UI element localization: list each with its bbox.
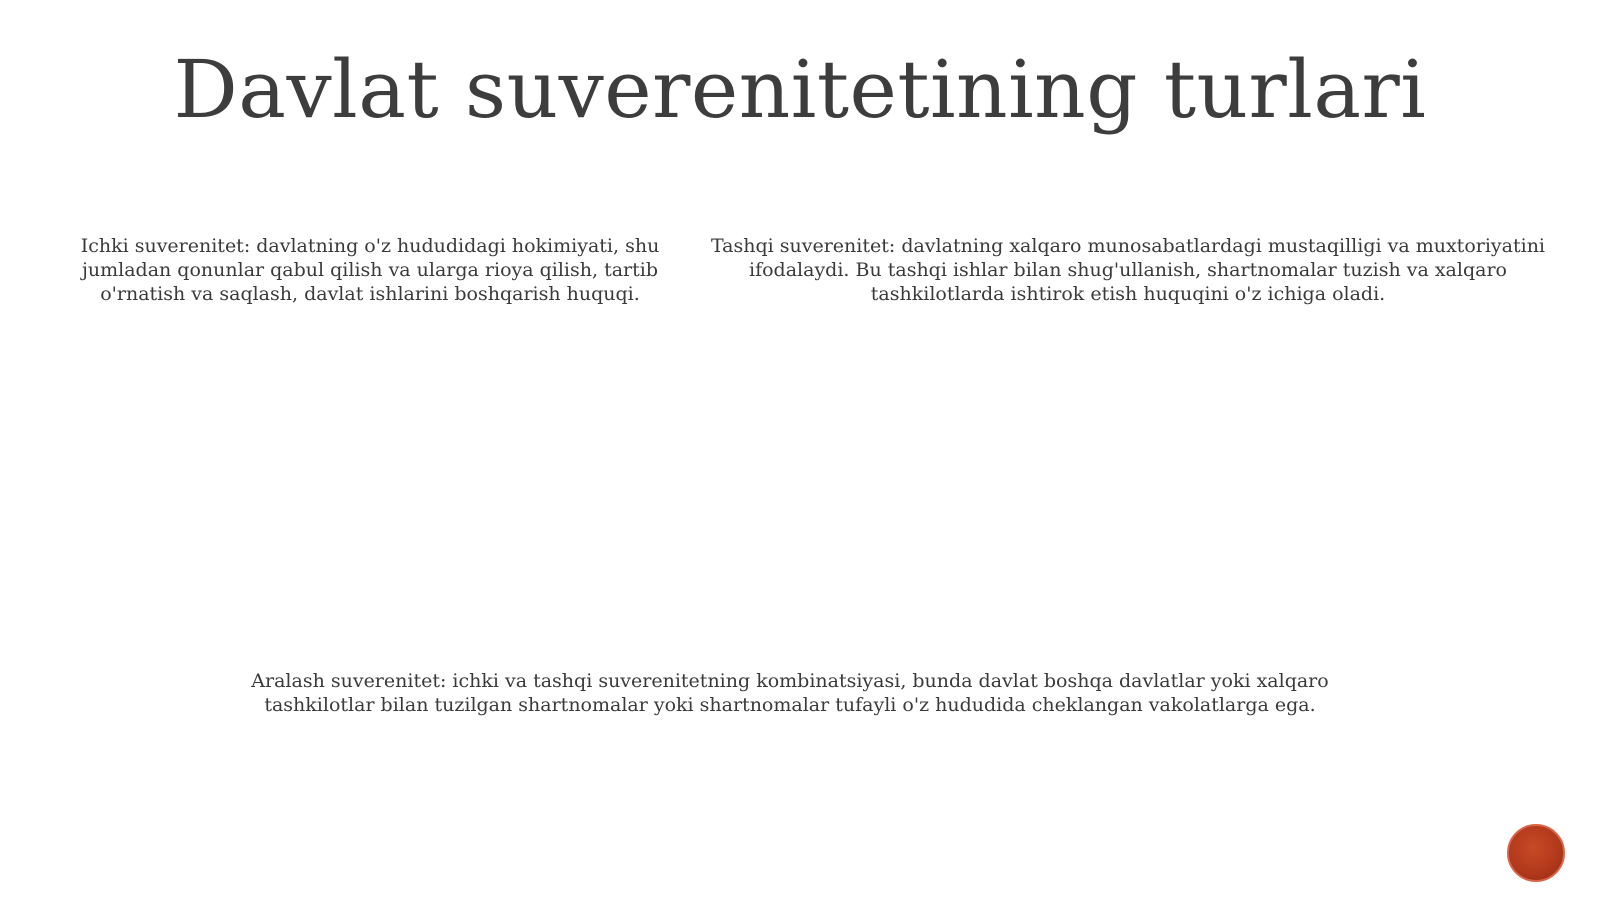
record-circle-icon[interactable] bbox=[1507, 824, 1565, 882]
internal-sovereignty-text: Ichki suverenitet: davlatning o'z hududidagi hokimiyati, shu jumladan qonunlar qabul qilish va ularga rioya qilish, tartib o'rnatish va saqlash, davlat ishlarini boshqarish huquqi. bbox=[80, 235, 660, 305]
slide-title: Davlat suverenitetining turlari bbox=[173, 43, 1427, 136]
external-sovereignty-text: Tashqi suverenitet: davlatning xalqaro munosabatlardagi mustaqilligi va muxtoriyatini ifodalaydi. Bu tashqi ishlar bilan shug'ullanish, shartnomalar tuzish va xalqaro tashkilotlarda ishtirok etish huquqini o'z ichiga oladi. bbox=[710, 235, 1546, 305]
mixed-sovereignty-text: Aralash suverenitet: ichki va tashqi suverenitetning kombinatsiyasi, bunda davlat boshqa davlatlar yoki xalqaro tashkilotlar bilan tuzilgan shartnomalar yoki shartnomalar tufayli o'z hududida cheklangan vakolatlarga ega. bbox=[251, 670, 1329, 716]
